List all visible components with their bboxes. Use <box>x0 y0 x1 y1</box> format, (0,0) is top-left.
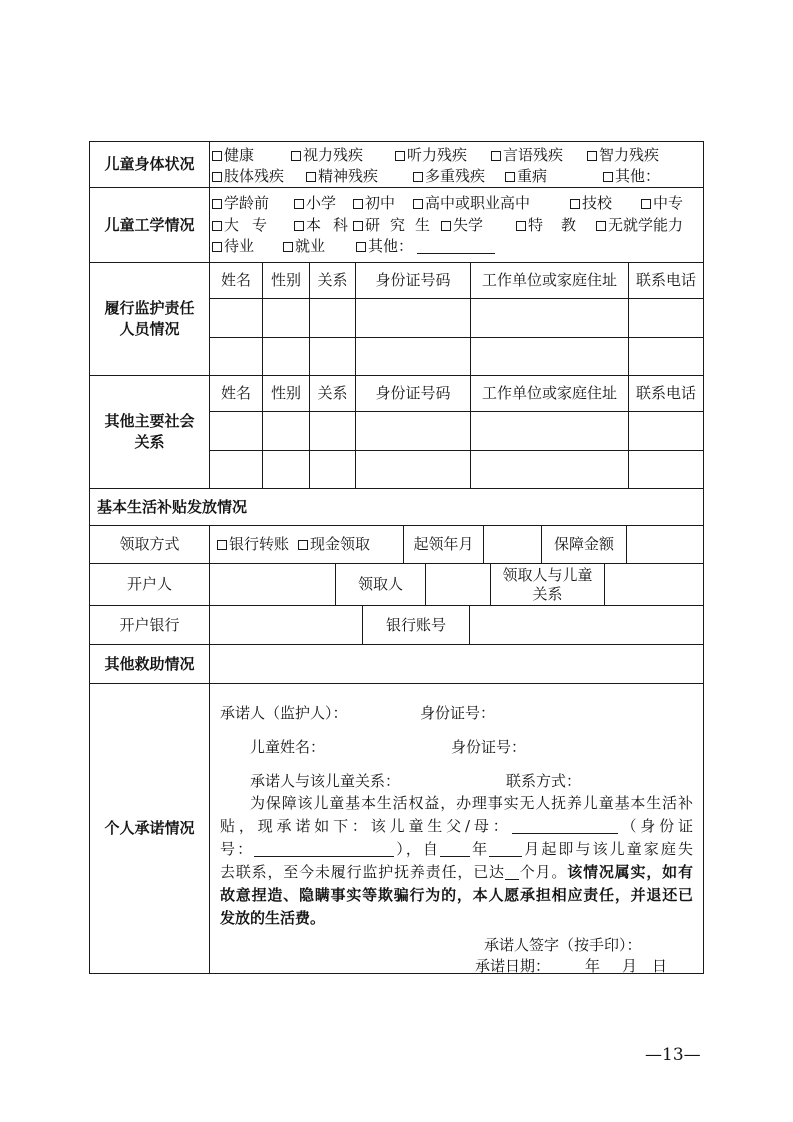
guardians-header-name <box>210 263 263 299</box>
study-option-special-education[interactable] <box>516 215 594 235</box>
receive-method-options <box>210 526 404 564</box>
receive-method-option-row <box>217 534 370 555</box>
amount-label <box>542 526 627 564</box>
child-id-label: 身份证号： <box>451 738 527 756</box>
recipient-relation-label <box>491 564 605 606</box>
page-number: —13— <box>645 1045 701 1065</box>
relations-label-line: 关系 <box>134 433 165 451</box>
guardians-row-2-address[interactable] <box>471 338 629 376</box>
option-label: 视力残疾 <box>303 146 364 164</box>
option-label: 健康 <box>224 146 255 164</box>
study-option-senior-high-or-vocational[interactable] <box>413 193 530 213</box>
option-label: 银行转账 <box>229 535 290 553</box>
other-assistance-label <box>90 645 210 684</box>
promise-text: 月起即与该儿童家庭失 <box>522 840 693 858</box>
subsidy-section-title: 基本生活补贴发放情况 <box>97 497 248 516</box>
guardians-row-2-relation[interactable] <box>310 338 356 376</box>
account-holder-label-text: 开户人 <box>126 575 172 593</box>
other-assistance-label-text: 其他救助情况 <box>104 654 195 673</box>
receive-option-bank-transfer[interactable] <box>217 534 289 555</box>
study-option-other[interactable] <box>356 236 495 256</box>
checkbox[interactable] <box>413 172 423 182</box>
checkbox[interactable] <box>306 172 316 182</box>
promise-date-label: 承诺日期： <box>475 957 551 975</box>
guardians-label-line: 人员情况 <box>119 320 180 338</box>
parent-id-blank[interactable] <box>254 842 394 857</box>
physical-option-mental-disability[interactable] <box>306 166 378 186</box>
recipient-label <box>336 564 426 606</box>
study-option-preschool[interactable] <box>212 193 269 213</box>
column-header: 性别 <box>270 384 301 402</box>
checkbox[interactable] <box>212 151 222 161</box>
option-label: 本科 <box>306 216 361 234</box>
checkbox[interactable] <box>298 540 308 550</box>
physical-condition-label <box>90 142 210 188</box>
option-label: 现金领取 <box>310 535 371 553</box>
relations-row-1-id-number[interactable] <box>356 412 471 451</box>
checkbox[interactable] <box>395 151 405 161</box>
guardians-label <box>90 263 210 376</box>
checkbox[interactable] <box>212 242 222 252</box>
promise-text: 贴，现承诺如下：该儿童生父/母： <box>220 817 512 835</box>
account-number-field[interactable] <box>470 606 704 645</box>
guardians-label-line: 履行监护责任 <box>104 299 195 317</box>
months-blank[interactable] <box>505 865 519 880</box>
guardians-row-2-name[interactable] <box>210 338 263 376</box>
promisor-id-label: 身份证号： <box>420 704 496 722</box>
checkbox[interactable] <box>353 199 363 209</box>
checkbox[interactable] <box>505 172 515 182</box>
option-label: 大专 <box>224 216 281 234</box>
relations-row-2-gender[interactable] <box>263 451 310 489</box>
study-status-label <box>90 188 210 263</box>
start-month-label-text: 起领年月 <box>413 535 474 553</box>
column-header: 关系 <box>317 384 348 402</box>
promise-label-text: 个人承诺情况 <box>104 819 195 837</box>
relations-label <box>90 376 210 489</box>
column-header: 工作单位或家庭住址 <box>481 271 617 289</box>
checkbox[interactable] <box>356 242 366 252</box>
start-month-label <box>404 526 484 564</box>
option-label: 待业 <box>224 237 255 255</box>
child-assistance-form-table <box>89 141 704 974</box>
checkbox[interactable] <box>491 151 501 161</box>
promise-text: 年 <box>470 840 490 858</box>
lost-contact-month-blank[interactable] <box>489 842 522 857</box>
promise-body-line-6: 发放的生活费。 <box>220 909 326 927</box>
column-header: 性别 <box>270 271 301 289</box>
relations-row-2-name[interactable] <box>210 451 263 489</box>
option-label: 无就学能力 <box>608 216 684 234</box>
promise-label <box>90 684 210 974</box>
promise-body-line-4 <box>220 861 693 883</box>
option-label: 技校 <box>582 194 613 212</box>
study-option-awaiting-employment[interactable] <box>212 236 254 256</box>
lost-contact-year-blank[interactable] <box>440 842 470 857</box>
promise-body-line-5 <box>220 884 693 906</box>
bank-field[interactable] <box>210 606 363 645</box>
study-option-junior-college[interactable] <box>212 215 280 235</box>
relations-header-id-number <box>356 376 471 412</box>
promise-body-line-1 <box>250 792 693 814</box>
physical-option-speech-disability[interactable] <box>491 145 563 165</box>
relations-header-name <box>210 376 263 412</box>
option-label: 听力残疾 <box>407 146 468 164</box>
promise-text: 为保障该儿童基本生活权益，办理事实无人抚养儿童基本生活补 <box>250 794 693 812</box>
option-label: 肢体残疾 <box>224 167 285 185</box>
guardians-row-2-gender[interactable] <box>263 338 310 376</box>
relations-row-1-address[interactable] <box>471 412 629 451</box>
column-header: 姓名 <box>220 271 251 289</box>
relations-header-phone <box>629 376 704 412</box>
parent-name-blank[interactable] <box>512 819 618 834</box>
guardians-row-1-gender[interactable] <box>263 299 310 338</box>
guardians-row-2-phone[interactable] <box>629 338 704 376</box>
signature-label: 承诺人签字（按手印）： <box>484 936 642 954</box>
relations-row-1-name[interactable] <box>210 412 263 451</box>
physical-option-physical-disability[interactable] <box>212 166 284 186</box>
study-option-employed[interactable] <box>283 236 325 256</box>
account-number-label-text: 银行账号 <box>385 615 446 634</box>
receive-method-label <box>90 526 210 564</box>
other-assistance-field[interactable] <box>210 645 704 684</box>
guardians-header-id-number <box>356 263 471 299</box>
physical-option-visual-disability[interactable] <box>291 145 363 165</box>
promise-text: ），自 <box>394 840 440 858</box>
relations-row-2-address[interactable] <box>471 451 629 489</box>
checkbox[interactable] <box>413 199 423 209</box>
relations-row-2-phone[interactable] <box>629 451 704 489</box>
checkbox[interactable] <box>291 151 301 161</box>
column-header: 身份证号码 <box>375 271 451 289</box>
relations-row-2-id-number[interactable] <box>356 451 471 489</box>
relations-row-1-gender[interactable] <box>263 412 310 451</box>
physical-option-multiple-disability[interactable] <box>413 166 485 186</box>
recipient-relation-label-line: 关系 <box>532 584 563 603</box>
study-option-technical-school[interactable] <box>570 193 612 213</box>
checkbox[interactable] <box>217 540 227 550</box>
promise-text: 个月。 <box>518 863 568 881</box>
promise-text: 号： <box>220 840 255 858</box>
account-holder-field[interactable] <box>210 564 336 606</box>
study-other-blank[interactable] <box>417 239 495 254</box>
column-header: 工作单位或家庭住址 <box>481 384 617 402</box>
relations-row-1-phone[interactable] <box>629 412 704 451</box>
study-option-primary-school[interactable] <box>294 193 336 213</box>
checkbox[interactable] <box>353 221 363 231</box>
option-label: 多重残疾 <box>425 167 486 185</box>
bank-label <box>90 606 210 645</box>
child-name-label: 儿童姓名： <box>250 738 326 756</box>
guardians-row-1-address[interactable] <box>471 299 629 338</box>
relations-label-line: 其他主要社会 <box>104 412 195 430</box>
guardians-row-1-relation[interactable] <box>310 299 356 338</box>
option-label: 初中 <box>365 194 396 212</box>
guardians-row-1-name[interactable] <box>210 299 263 338</box>
promise-date-day: 日 <box>652 957 668 975</box>
checkbox[interactable] <box>212 199 222 209</box>
promise-body-line-2 <box>220 815 693 837</box>
physical-condition-label-text: 儿童身体状况 <box>104 155 195 173</box>
amount-label-text: 保障金额 <box>553 535 614 553</box>
guardians-header-relation <box>310 263 356 299</box>
subsidy-section-header <box>90 489 704 526</box>
study-option-junior-high[interactable] <box>353 193 395 213</box>
start-month-field[interactable] <box>484 526 542 564</box>
option-label: 研究生 <box>365 216 441 234</box>
study-option-out-of-school[interactable] <box>441 215 483 235</box>
checkbox[interactable] <box>596 221 606 231</box>
promise-text: （身份证 <box>617 817 693 835</box>
receive-method-label-text: 领取方式 <box>119 535 180 553</box>
relation-label: 承诺人与该儿童关系： <box>250 772 401 790</box>
recipient-field[interactable] <box>426 564 491 606</box>
study-status-label-text: 儿童工学情况 <box>104 215 195 234</box>
guardians-row-1-phone[interactable] <box>629 299 704 338</box>
physical-condition-options <box>210 142 704 188</box>
option-label: 失学 <box>453 216 484 234</box>
promise-date-month: 月 <box>622 957 638 975</box>
checkbox[interactable] <box>283 242 293 252</box>
promise-text-bold: 该情况属实，如有 <box>567 863 693 881</box>
receive-option-cash[interactable] <box>298 534 370 555</box>
checkbox[interactable] <box>212 172 222 182</box>
option-label: 就业 <box>295 237 326 255</box>
recipient-relation-label-line: 领取人与儿童 <box>502 565 593 584</box>
study-option-undergraduate[interactable] <box>294 215 360 235</box>
option-label: 学龄前 <box>224 194 270 212</box>
relations-header-relation <box>310 376 356 412</box>
relations-header-gender <box>263 376 310 412</box>
promise-content <box>210 684 704 974</box>
option-label: 小学 <box>306 194 337 212</box>
account-number-label <box>363 606 470 645</box>
checkbox[interactable] <box>570 199 580 209</box>
physical-option-serious-illness[interactable] <box>505 166 547 186</box>
physical-option-hearing-disability[interactable] <box>395 145 467 165</box>
relations-row-2-relation[interactable] <box>310 451 356 489</box>
checkbox[interactable] <box>603 172 613 182</box>
checkbox[interactable] <box>294 199 304 209</box>
guardians-header-gender <box>263 263 310 299</box>
study-status-options <box>210 188 704 263</box>
option-label: 言语残疾 <box>503 146 564 164</box>
option-label: 高中或职业高中 <box>425 194 531 212</box>
recipient-label-text: 领取人 <box>357 575 403 593</box>
checkbox[interactable] <box>294 221 304 231</box>
checkbox[interactable] <box>587 151 597 161</box>
promise-text: 去联系，至今未履行监护抚养责任，已达 <box>220 863 505 881</box>
column-header: 联系电话 <box>635 271 696 289</box>
promise-body-line-3 <box>220 838 693 860</box>
guardians-row-1-id-number[interactable] <box>356 299 471 338</box>
relations-row-1-relation[interactable] <box>310 412 356 451</box>
study-option-postgraduate[interactable] <box>353 215 440 235</box>
bank-label-text: 开户银行 <box>119 615 180 634</box>
checkbox[interactable] <box>212 221 222 231</box>
guardians-row-2-id-number[interactable] <box>356 338 471 376</box>
column-header: 联系电话 <box>635 384 696 402</box>
guardians-header-address <box>471 263 629 299</box>
checkbox[interactable] <box>441 221 451 231</box>
amount-field[interactable] <box>627 526 704 564</box>
option-label: 特教 <box>528 216 595 234</box>
checkbox[interactable] <box>641 199 651 209</box>
study-option-unable-to-study[interactable] <box>596 215 683 235</box>
checkbox[interactable] <box>516 221 526 231</box>
promisor-label: 承诺人（监护人）： <box>220 704 348 722</box>
column-header: 姓名 <box>220 384 251 402</box>
account-holder-label <box>90 564 210 606</box>
option-label: 重病 <box>517 167 548 185</box>
relations-header-address <box>471 376 629 412</box>
recipient-relation-field[interactable] <box>605 564 704 606</box>
option-label: 中专 <box>653 194 684 212</box>
physical-option-other[interactable] <box>603 166 660 186</box>
guardians-header-phone <box>629 263 704 299</box>
promise-date-year: 年 <box>585 957 601 975</box>
promise-text-bold: 故意捏造、隐瞒事实等欺骗行为的，本人愿承担相应责任，并退还已 <box>220 886 693 904</box>
column-header: 关系 <box>317 271 348 289</box>
option-label: 其他： <box>368 237 414 255</box>
physical-option-healthy[interactable] <box>212 145 254 165</box>
study-option-secondary-specialized[interactable] <box>641 193 683 213</box>
option-label: 智力残疾 <box>599 146 660 164</box>
option-label: 其他： <box>615 167 661 185</box>
physical-option-intellectual-disability[interactable] <box>587 145 659 165</box>
option-label: 精神残疾 <box>318 167 379 185</box>
column-header: 身份证号码 <box>375 384 451 402</box>
contact-label: 联系方式： <box>506 772 582 790</box>
